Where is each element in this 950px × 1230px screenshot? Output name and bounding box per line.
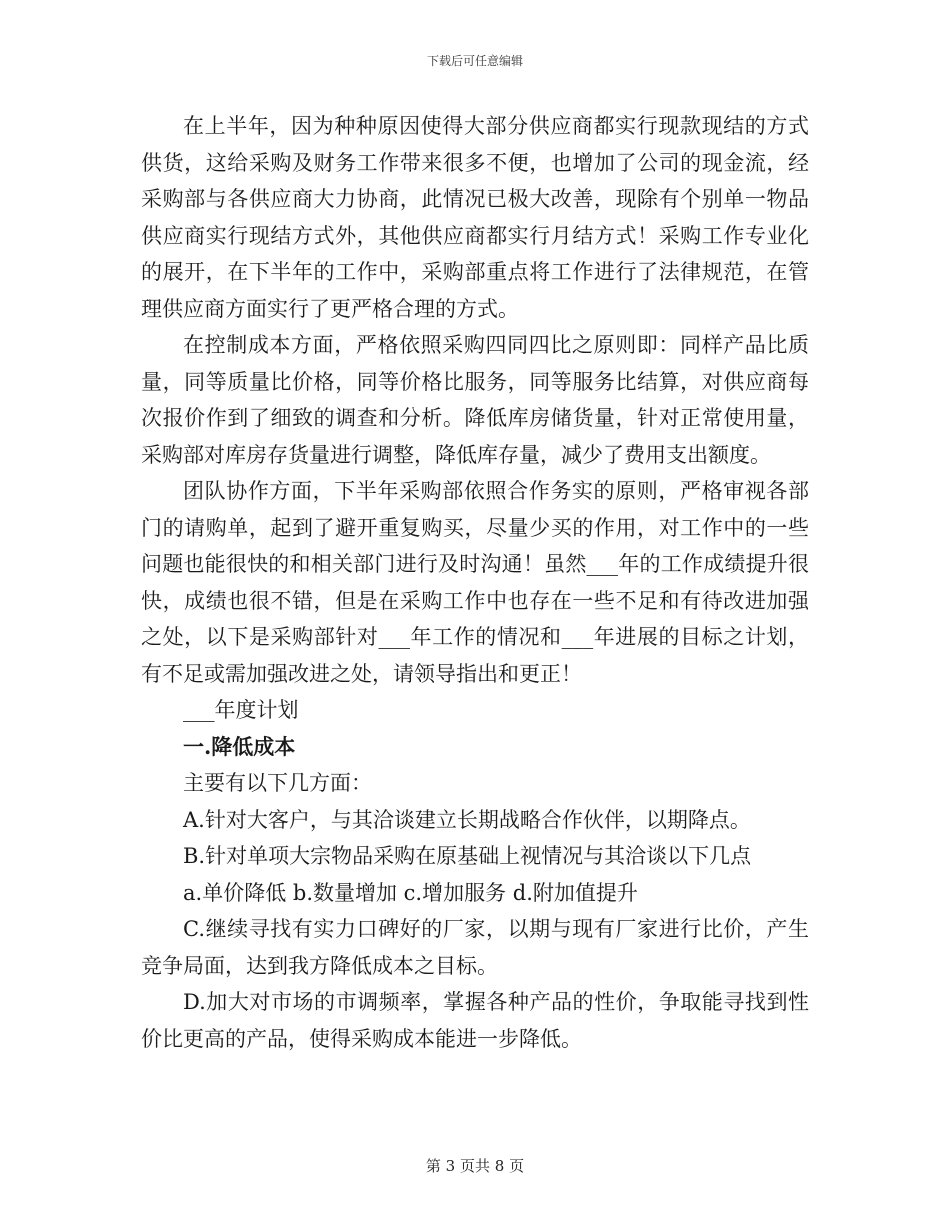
document-body [141, 108, 809, 1057]
list-item-c: C.继续寻找有实力口碑好的厂家，以期与现有厂家进行比价，产生竞争局面，达到我方降低成本之目标。 [141, 917, 809, 978]
list-item-d: D.加大对市场的市调频率，掌握各种产品的性价，争取能寻找到性价比更高的产品，使得采购成本能进一步降低。 [141, 990, 809, 1051]
page-header: 下载后可任意编辑 [426, 54, 523, 68]
section-heading-reduce-cost: 一.降低成本 [183, 733, 296, 759]
paragraph-intro-aspects: 主要有以下几方面： [183, 771, 372, 795]
paragraph-cost-control: 在控制成本方面，严格依照采购四同四比之原则即：同样产品比质量，同等质量比价格，同等价格比服务，同等服务比结算，对供应商每次报价作到了细致的调查和分析。降低库房储货量，针对正常使用量，采购部对库房存货量进行调整，降低库存量，减少了费用支出额度。 [141, 333, 809, 467]
paragraph-supplier-payment: 在上半年，因为种种原因使得大部分供应商都实行现款现结的方式供货，这给采购及财务工作带来很多不便，也增加了公司的现金流，经采购部与各供应商大力协商，此情况已极大改善，现除有个别单一物品供应商实行现结方式外，其他供应商都实行月结方式！采购工作专业化的展开，在下半年的工作中，采购部重点将工作进行了法律规范，在管理供应商方面实行了更严格合理的方式。 [141, 114, 809, 321]
list-item-b: B.针对单项大宗物品采购在原基础上视情况与其洽谈以下几点 [183, 844, 752, 868]
list-item-b-subpoints: a.单价降低 b.数量增加 c.增加服务 d.附加值提升 [183, 880, 638, 905]
annual-plan-heading: ___年度计划 [183, 698, 299, 722]
list-item-a: A.针对大客户，与其洽谈建立长期战略合作伙伴，以期降点。 [183, 807, 751, 832]
paragraph-teamwork: 团队协作方面，下半年采购部依照合作务实的原则，严格审视各部门的请购单，起到了避开重复购买，尽量少买的作用，对工作中的一些问题也能很快的和相关部门进行及时沟通！虽然___年的工作成绩提升很快，成绩也很不错，但是在采购工作中也存在一些不足和有待改进加强之处，以下是采购部针对___年工作的情况和___年进展的目标之计划，有不足或需加强改进之处，请领导指出和更正！ [141, 479, 809, 686]
page-footer: 第 3 页共 8 页 [425, 1157, 525, 1175]
